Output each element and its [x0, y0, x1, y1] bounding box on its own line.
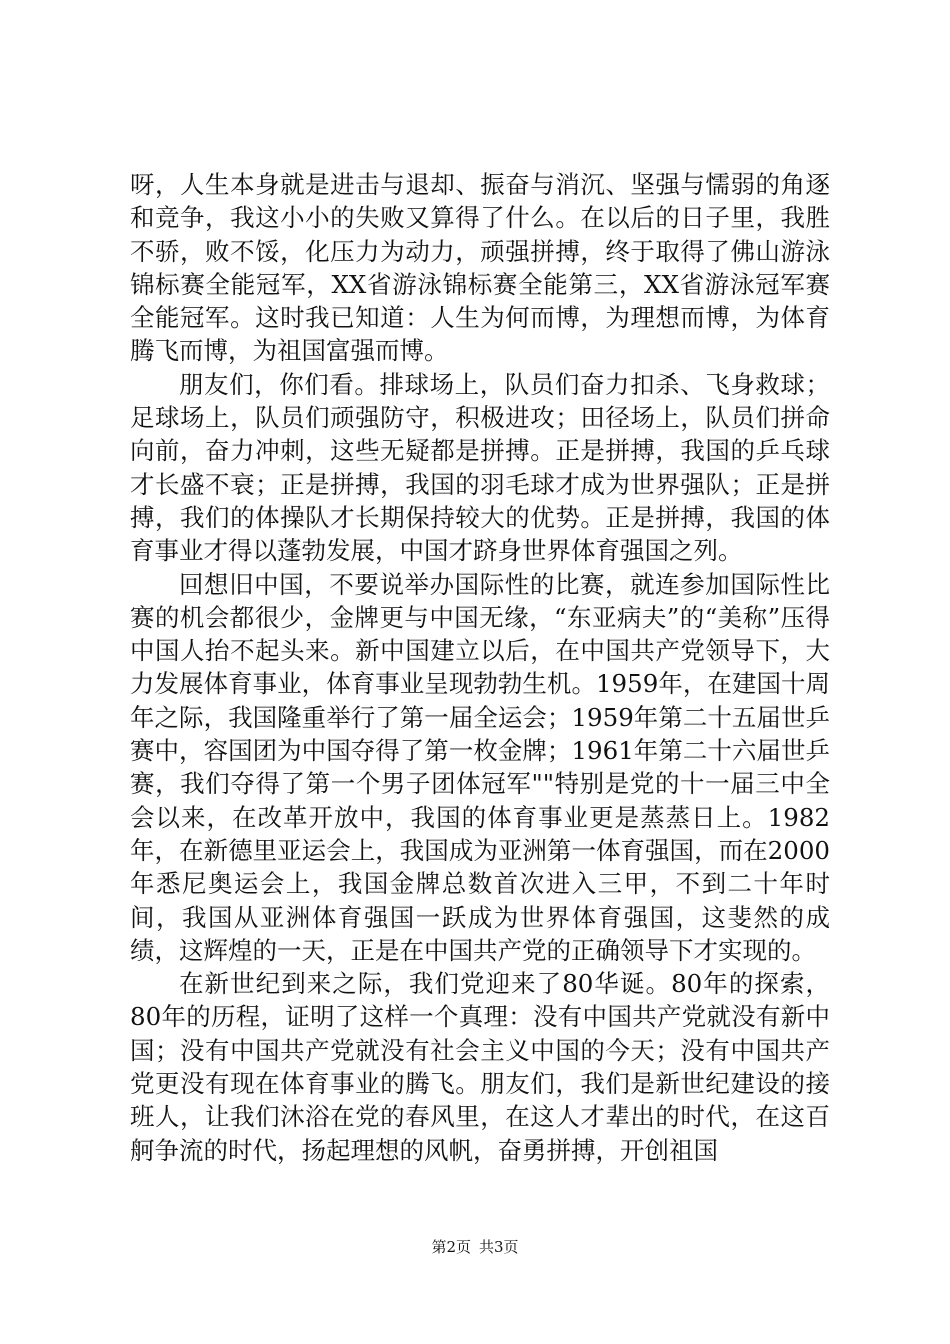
paragraph: 在新世纪到来之际，我们党迎来了80华诞。80年的探索，80年的历程，证明了这样一个真理：没有中国共产党就没有新中国；没有中国共产党就没有社会主义中国的今天；没有中国共产党更没有现在体育事业的腾飞。朋友们，我们是新世纪建设的接班人，让我们沐浴在党的春风里，在这人才辈出的时代，在这百舸争流的时代，扬起理想的风帆，奋勇拼搏，开创祖国	[130, 969, 830, 1165]
body-text	[130, 168, 830, 1167]
page-number: 第2页	[431, 1238, 471, 1256]
paragraph-continued: 呀，人生本身就是进击与退却、振奋与消沉、坚强与懦弱的角逐和竞争，我这小小的失败又算得了什么。在以后的日子里，我胜不骄，败不馁，化压力为动力，顽强拼搏，终于取得了佛山游泳锦标赛全能冠军，XX省游泳锦标赛全能第三，XX省游泳冠军赛全能冠军。这时我已知道：人生为何而博，为理想而博，为体育腾飞而博，为祖国富强而博。	[130, 170, 830, 366]
page-total: 共3页	[479, 1238, 519, 1256]
paragraph: 朋友们，你们看。排球场上，队员们奋力扣杀、飞身救球；足球场上，队员们顽强防守，积极进攻；田径场上，队员们拼命向前，奋力冲刺，这些无疑都是拼搏。正是拼搏，我国的乒乓球才长盛不衰；正是拼搏，我国的羽毛球才成为世界强队；正是拼搏，我们的体操队才长期保持较大的优势。正是拼搏，我国的体育事业才得以蓬勃发展，中国才跻身世界体育强国之列。	[130, 369, 830, 566]
paragraph: 回想旧中国，不要说举办国际性的比赛，就连参加国际性比赛的机会都很少，金牌更与中国无缘，“东亚病夫”的“美称”压得中国人抬不起头来。新中国建立以后，在中国共产党领导下，大力发展体育事业，体育事业呈现勃勃生机。1959年，在建国十周年之际，我国隆重举行了第一届全运会；1959年第二十五届世乒赛中，容国团为中国夺得了第一枚金牌；1961年第二十六届世乒赛，我们夺得了第一个男子团体冠军""特别是党的十一届三中全会以来，在改革开放中，我国的体育事业更是蒸蒸日上。1982年，在新德里亚运会上，我国成为亚洲第一体育强国，而在2000年悉尼奥运会上，我国金牌总数首次进入三甲，不到二十年时间，我国从亚洲体育强国一跃成为世界体育强国，这斐然的成绩，这辉煌的一天，正是在中国共产党的正确领导下才实现的。	[130, 569, 830, 965]
page-footer	[0, 1237, 950, 1257]
